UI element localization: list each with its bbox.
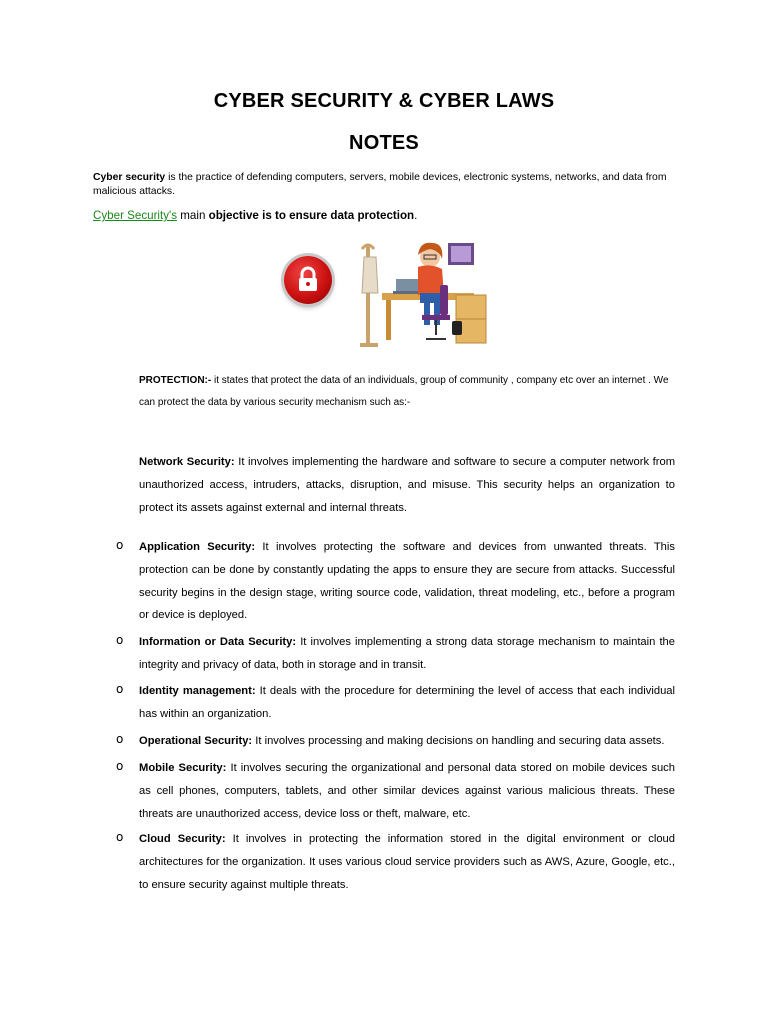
lock-icon: [284, 256, 332, 304]
objective-bold: objective is to ensure data protection: [208, 209, 415, 222]
bullet-marker: o: [116, 633, 124, 647]
list-item-text: It involves processing and making decisions on handling and securing data assets.: [252, 735, 665, 747]
bullet-marker: o: [116, 732, 124, 746]
network-security-paragraph: [139, 451, 675, 519]
intro-term: Cyber security: [93, 172, 166, 183]
objective-line: [93, 209, 417, 222]
intro-paragraph: [93, 171, 678, 199]
protection-paragraph: [139, 370, 679, 414]
bullet-marker: o: [116, 538, 124, 552]
list-item-mobile-security: [139, 757, 675, 825]
cyber-security-link[interactable]: Cyber Security's: [93, 209, 178, 222]
office-worker-illustration: [360, 235, 492, 353]
bullet-marker: o: [116, 759, 124, 773]
bullet-marker: o: [116, 682, 124, 696]
list-item-data-security: [139, 631, 675, 677]
bullet-marker: o: [116, 830, 124, 844]
intro-text: is the practice of defending computers, servers, mobile devices, electronic systems, networks, and data from malicious attacks.: [93, 172, 667, 197]
list-item-text: It involves implementing a strong data storage mechanism to maintain the integrity and privacy of data, both in storage and in transit.: [139, 636, 675, 671]
page-subtitle: NOTES: [349, 132, 419, 154]
list-item-term: Operational Security:: [139, 735, 253, 747]
network-security-term: Network Security:: [139, 456, 235, 468]
list-item-text: It involves in protecting the information stored in the digital environment or cloud architectures for the organization. It uses various cloud service providers such as AWS, Azure, Google, etc., to ensure security against multiple threats.: [139, 833, 676, 891]
protection-label: PROTECTION:-: [139, 375, 212, 386]
list-item-text: It involves securing the organizational and personal data stored on mobile devices such as cell phones, computers, tablets, and other similar devices against various malicious threats. These threats are unauthorized access, device loss or theft, malware, etc.: [139, 762, 675, 820]
list-item-term: Cloud Security:: [139, 833, 226, 845]
list-item-term: Mobile Security:: [139, 762, 227, 774]
list-item-text: It deals with the procedure for determining the level of access that each individual has within an organization.: [139, 685, 675, 720]
list-item-cloud-security: [139, 828, 675, 896]
page-title: CYBER SECURITY & CYBER LAWS: [213, 90, 555, 112]
list-item-term: Identity management:: [139, 685, 256, 697]
network-security-text: It involves implementing the hardware and software to secure a computer network from unauthorized access, intruders, attacks, disruption, and misuse. This security helps an organization to protect its assets against external and internal threats.: [139, 456, 676, 514]
objective-period: .: [414, 209, 418, 222]
list-item-operational-security: [139, 730, 675, 753]
list-item-term: Application Security:: [139, 541, 256, 553]
list-item-text: It involves protecting the software and devices from unwanted threats. This protection can be done by constantly updating the apps to ensure they are secure from attacks. Successful security begins in the design stage, writing source code, validation, threat modeling, etc., before a program or device is deployed.: [139, 541, 675, 622]
list-item-application-security: [139, 536, 675, 627]
protection-text: it states that protect the data of an individuals, group of community , company etc over an internet . We can protect the data by various security mechanism such as:-: [139, 375, 669, 408]
objective-main: main: [177, 209, 209, 222]
list-item-identity-management: [139, 680, 675, 726]
list-item-term: Information or Data Security:: [139, 636, 297, 648]
